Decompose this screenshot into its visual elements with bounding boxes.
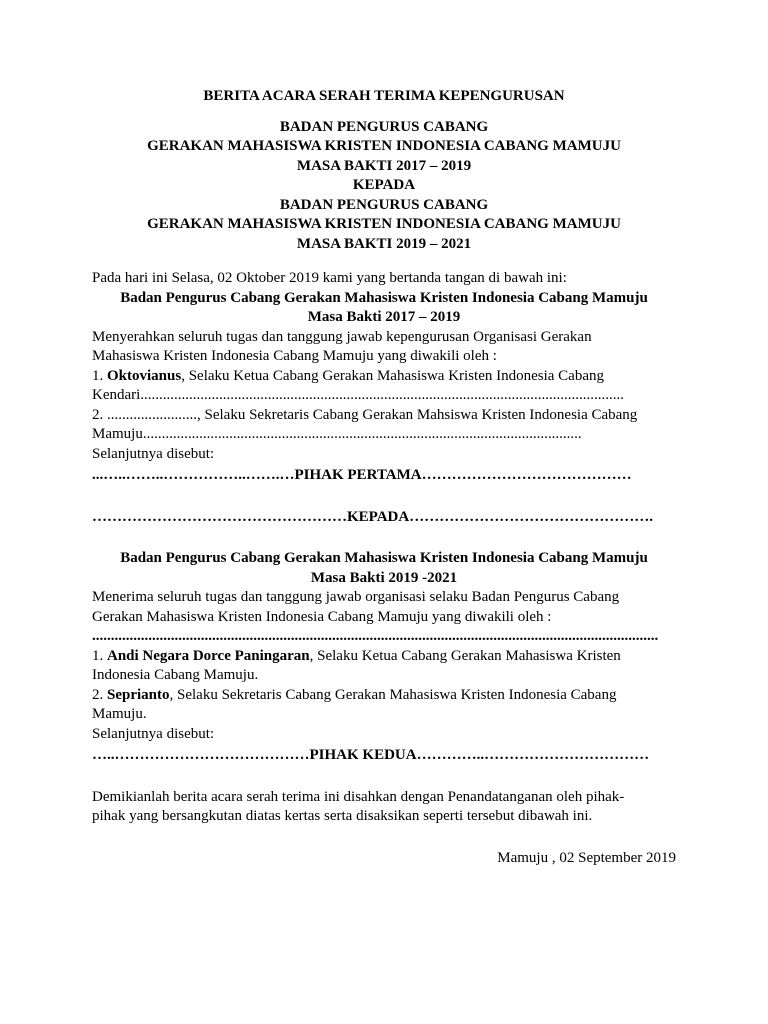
heading-line: BADAN PENGURUS CABANG bbox=[279, 196, 489, 213]
second-party-description bbox=[92, 588, 676, 627]
text-line: 2. ........................, Selaku Sekretaris Cabang Gerakan Mahsiswa Kristen Indonesia Cabang bbox=[92, 406, 638, 423]
text-line: pihak yang bersangkutan diatas kertas serta disaksikan seperti tersebut dibawah ini. bbox=[92, 808, 593, 824]
heading-line: BADAN PENGURUS CABANG bbox=[279, 118, 489, 135]
representative-name: Andi Negara Dorce Paningaran bbox=[107, 647, 310, 664]
heading-line: MASA BAKTI 2017 – 2019 bbox=[296, 157, 472, 174]
heading-line: MASA BAKTI 2019 – 2021 bbox=[296, 235, 472, 252]
kepada-line: ……………………………………………KEPADA…………………………………………. bbox=[92, 508, 653, 525]
text-line: Mamuju. bbox=[92, 706, 147, 722]
place-date: Mamuju , 02 September 2019 bbox=[497, 849, 676, 866]
second-party-item-2 bbox=[92, 686, 676, 725]
representative-name: Seprianto bbox=[107, 686, 170, 703]
text-line: Menerima seluruh tugas dan tanggung jawab organisasi selaku Badan Pengurus Cabang bbox=[92, 589, 620, 605]
dotted-line: ....................................................................................................................................................... bbox=[92, 628, 659, 644]
second-party-org-line: Badan Pengurus Cabang Gerakan Mahasiswa Kristen Indonesia Cabang Mamuju bbox=[120, 550, 648, 566]
second-party-period: Masa Bakti 2019 -2021 bbox=[310, 569, 458, 586]
heading-line: KEPADA bbox=[352, 177, 416, 193]
first-party-item-2 bbox=[92, 406, 676, 445]
text-line: Gerakan Mahasiswa Kristen Indonesia Cabang Mamuju yang diwakili oleh : bbox=[92, 608, 552, 625]
text-line: Kendari................................................................................................................................. bbox=[92, 387, 625, 403]
first-party-selanjutnya: Selanjutnya disebut: bbox=[92, 445, 215, 462]
intro-paragraph: Pada hari ini Selasa, 02 Oktober 2019 kami yang bertanda tangan di bawah ini: bbox=[92, 270, 567, 286]
representative-role: , Selaku Sekretaris Cabang Gerakan Mahasiswa Kristen Indonesia Cabang bbox=[169, 686, 617, 703]
first-party-description bbox=[92, 328, 676, 367]
document-title: BERITA ACARA SERAH TERIMA KEPENGURUSAN bbox=[203, 88, 565, 104]
item-number: 1. bbox=[92, 647, 107, 664]
heading-line: GERAKAN MAHASISWA KRISTEN INDONESIA CABANG MAMUJU bbox=[147, 138, 621, 154]
pihak-kedua-line: …..…………………………………PIHAK KEDUA…………..…………………………… bbox=[92, 747, 650, 763]
text-line: Mahasiswa Kristen Indonesia Cabang Mamuju yang diwakili oleh : bbox=[92, 348, 497, 364]
item-number: 1. bbox=[92, 367, 107, 384]
representative-name: Oktovianus bbox=[107, 367, 182, 384]
text-line: Indonesia Cabang Mamuju. bbox=[92, 667, 259, 683]
text-line: Menyerahkan seluruh tugas dan tanggung jawab kepengurusan Organisasi Gerakan bbox=[92, 328, 592, 345]
second-party-org bbox=[92, 549, 676, 588]
first-party-period: Masa Bakti 2017 – 2019 bbox=[307, 309, 461, 325]
first-party-org-line: Badan Pengurus Cabang Gerakan Mahasiswa Kristen Indonesia Cabang Mamuju bbox=[120, 289, 648, 306]
representative-role: , Selaku Ketua Cabang Gerakan Mahasiswa Kristen bbox=[309, 647, 621, 664]
second-party-selanjutnya: Selanjutnya disebut: bbox=[92, 725, 215, 742]
heading-line: GERAKAN MAHASISWA KRISTEN INDONESIA CABANG MAMUJU bbox=[147, 216, 621, 232]
item-number: 2. bbox=[92, 686, 107, 703]
second-party-item-1 bbox=[92, 647, 676, 686]
text-line: Demikianlah berita acara serah terima ini disahkan dengan Penandatanganan oleh pihak- bbox=[92, 788, 625, 805]
representative-role: , Selaku Ketua Cabang Gerakan Mahasiswa Kristen Indonesia Cabang bbox=[181, 367, 604, 384]
pihak-pertama-line: ...…..……..……………..…….…PIHAK PERTAMA…………………………………… bbox=[92, 467, 632, 483]
text-line: Mamuju..................................................................................................................... bbox=[92, 426, 582, 442]
first-party-org bbox=[92, 289, 676, 328]
first-party-item-1 bbox=[92, 367, 676, 406]
heading-block bbox=[92, 118, 676, 255]
closing-paragraph bbox=[92, 788, 676, 827]
